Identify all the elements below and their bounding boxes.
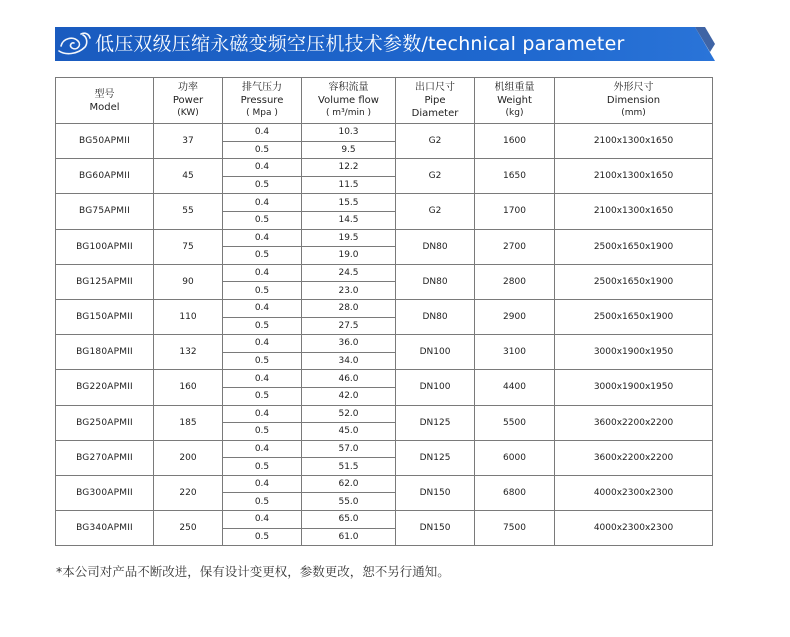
weight-cell: 5500 [475, 405, 555, 440]
pipe-cell: G2 [396, 159, 475, 194]
pipe-cell: DN100 [396, 370, 475, 405]
weight-cell: 1700 [475, 194, 555, 229]
flow-cell: 65.0 [302, 511, 396, 529]
weight-cell: 1650 [475, 159, 555, 194]
flow-cell: 9.5 [302, 141, 396, 159]
power-cell: 75 [154, 229, 223, 264]
power-cell: 220 [154, 475, 223, 510]
dimension-cell: 3600x2200x2200 [555, 440, 713, 475]
flow-cell: 19.0 [302, 247, 396, 265]
power-cell: 200 [154, 440, 223, 475]
pressure-cell: 0.4 [223, 335, 302, 353]
power-cell: 55 [154, 194, 223, 229]
flow-cell: 57.0 [302, 440, 396, 458]
pipe-cell: DN80 [396, 299, 475, 334]
table-row [56, 299, 713, 317]
pipe-cell: DN80 [396, 229, 475, 264]
flow-cell: 52.0 [302, 405, 396, 423]
pressure-cell: 0.4 [223, 370, 302, 388]
header-weight: 机组重量 Weight (kg) [475, 78, 555, 124]
pressure-cell: 0.4 [223, 264, 302, 282]
flow-cell: 51.5 [302, 458, 396, 476]
parameter-table [55, 77, 713, 546]
flow-cell: 55.0 [302, 493, 396, 511]
pressure-cell: 0.5 [223, 211, 302, 229]
flow-cell: 34.0 [302, 352, 396, 370]
dimension-cell: 2500x1650x1900 [555, 299, 713, 334]
header-volume-flow: 容积流量 Volume flow ( m³/min ) [302, 78, 396, 124]
pressure-cell: 0.5 [223, 317, 302, 335]
power-cell: 37 [154, 124, 223, 159]
pressure-cell: 0.4 [223, 475, 302, 493]
pressure-cell: 0.5 [223, 493, 302, 511]
pipe-cell: DN150 [396, 511, 475, 546]
power-cell: 132 [154, 335, 223, 370]
pressure-cell: 0.4 [223, 159, 302, 177]
dimension-cell: 2500x1650x1900 [555, 229, 713, 264]
weight-cell: 2800 [475, 264, 555, 299]
pressure-cell: 0.5 [223, 352, 302, 370]
flow-cell: 62.0 [302, 475, 396, 493]
power-cell: 90 [154, 264, 223, 299]
table-row [56, 475, 713, 493]
flow-cell: 27.5 [302, 317, 396, 335]
pressure-cell: 0.4 [223, 194, 302, 212]
power-cell: 110 [154, 299, 223, 334]
dimension-cell: 2100x1300x1650 [555, 124, 713, 159]
header-pressure: 排气压力 Pressure ( Mpa ) [223, 78, 302, 124]
pressure-cell: 0.4 [223, 440, 302, 458]
model-cell: BG125APMII [56, 264, 154, 299]
power-cell: 250 [154, 511, 223, 546]
dimension-cell: 3000x1900x1950 [555, 370, 713, 405]
page-title: 低压双级压缩永磁变频空压机技术参数/technical parameter [95, 33, 625, 55]
pressure-cell: 0.4 [223, 124, 302, 142]
flow-cell: 14.5 [302, 211, 396, 229]
weight-cell: 6800 [475, 475, 555, 510]
flow-cell: 28.0 [302, 299, 396, 317]
power-cell: 160 [154, 370, 223, 405]
flow-cell: 12.2 [302, 159, 396, 177]
table-row [56, 440, 713, 458]
pressure-cell: 0.4 [223, 229, 302, 247]
weight-cell: 7500 [475, 511, 555, 546]
model-cell: BG60APMII [56, 159, 154, 194]
weight-cell: 3100 [475, 335, 555, 370]
flow-cell: 10.3 [302, 124, 396, 142]
table-row [56, 511, 713, 529]
table-row [56, 194, 713, 212]
flow-cell: 15.5 [302, 194, 396, 212]
dimension-cell: 2100x1300x1650 [555, 159, 713, 194]
dimension-cell: 2100x1300x1650 [555, 194, 713, 229]
pipe-cell: DN125 [396, 405, 475, 440]
flow-cell: 61.0 [302, 528, 396, 546]
pipe-cell: G2 [396, 194, 475, 229]
model-cell: BG340APMII [56, 511, 154, 546]
pipe-cell: DN100 [396, 335, 475, 370]
header-pipe-diameter: 出口尺寸 Pipe Diameter [396, 78, 475, 124]
table-header-row [56, 78, 713, 124]
model-cell: BG150APMII [56, 299, 154, 334]
flow-cell: 19.5 [302, 229, 396, 247]
model-cell: BG300APMII [56, 475, 154, 510]
header-dimension: 外形尺寸 Dimension (mm) [555, 78, 713, 124]
model-cell: BG270APMII [56, 440, 154, 475]
pressure-cell: 0.4 [223, 511, 302, 529]
table-row [56, 335, 713, 353]
weight-cell: 2700 [475, 229, 555, 264]
dimension-cell: 3000x1900x1950 [555, 335, 713, 370]
flow-cell: 24.5 [302, 264, 396, 282]
header-model: 型号 Model [56, 78, 154, 124]
flow-cell: 42.0 [302, 387, 396, 405]
pipe-cell: G2 [396, 124, 475, 159]
pressure-cell: 0.5 [223, 176, 302, 194]
table-row [56, 264, 713, 282]
model-cell: BG50APMII [56, 124, 154, 159]
weight-cell: 4400 [475, 370, 555, 405]
pressure-cell: 0.5 [223, 458, 302, 476]
weight-cell: 2900 [475, 299, 555, 334]
title-banner [55, 27, 715, 61]
pipe-cell: DN80 [396, 264, 475, 299]
power-cell: 45 [154, 159, 223, 194]
dimension-cell: 2500x1650x1900 [555, 264, 713, 299]
flow-cell: 45.0 [302, 423, 396, 441]
dimension-cell: 3600x2200x2200 [555, 405, 713, 440]
pipe-cell: DN150 [396, 475, 475, 510]
table-row [56, 159, 713, 177]
pressure-cell: 0.5 [223, 282, 302, 300]
header-power: 功率 Power (KW) [154, 78, 223, 124]
table-row [56, 370, 713, 388]
table-row [56, 229, 713, 247]
table-row [56, 405, 713, 423]
flow-cell: 36.0 [302, 335, 396, 353]
flow-cell: 11.5 [302, 176, 396, 194]
pressure-cell: 0.5 [223, 247, 302, 265]
pressure-cell: 0.5 [223, 423, 302, 441]
dimension-cell: 4000x2300x2300 [555, 511, 713, 546]
pressure-cell: 0.4 [223, 405, 302, 423]
model-cell: BG75APMII [56, 194, 154, 229]
pressure-cell: 0.4 [223, 299, 302, 317]
weight-cell: 1600 [475, 124, 555, 159]
weight-cell: 6000 [475, 440, 555, 475]
model-cell: BG220APMII [56, 370, 154, 405]
model-cell: BG250APMII [56, 405, 154, 440]
flow-cell: 23.0 [302, 282, 396, 300]
table-row [56, 124, 713, 142]
pressure-cell: 0.5 [223, 387, 302, 405]
table-body [56, 124, 713, 546]
pressure-cell: 0.5 [223, 141, 302, 159]
power-cell: 185 [154, 405, 223, 440]
footnote: *本公司对产品不断改进，保有设计变更权，参数更改，恕不另行通知。 [56, 564, 450, 579]
model-cell: BG180APMII [56, 335, 154, 370]
pipe-cell: DN125 [396, 440, 475, 475]
pressure-cell: 0.5 [223, 528, 302, 546]
dimension-cell: 4000x2300x2300 [555, 475, 713, 510]
model-cell: BG100APMII [56, 229, 154, 264]
flow-cell: 46.0 [302, 370, 396, 388]
